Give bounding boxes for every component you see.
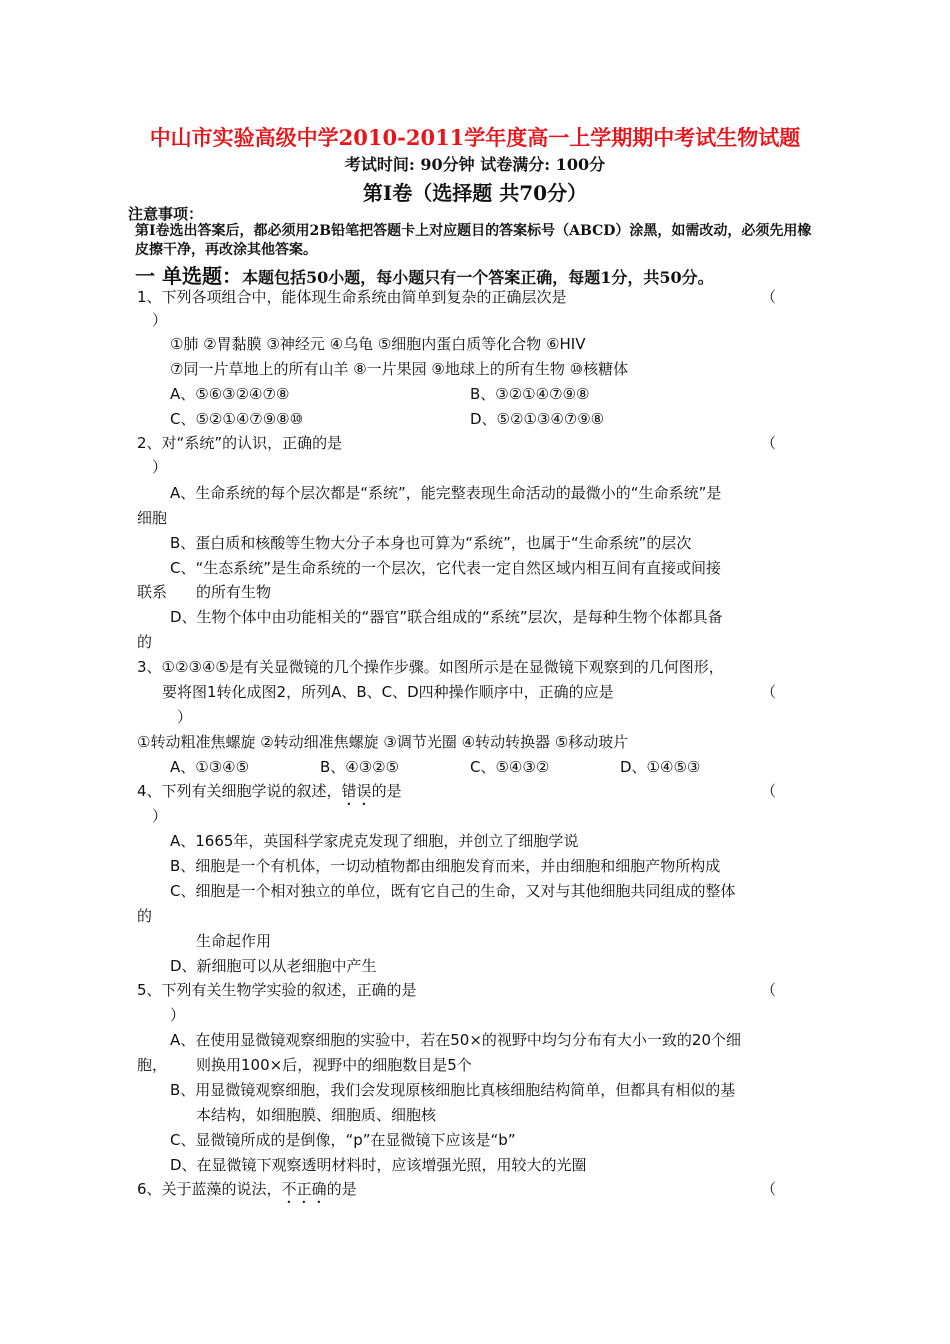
q2-option-d-line2: 的 <box>137 633 153 651</box>
q5-paren-close: ） <box>170 1006 186 1024</box>
q6-stem-emphasis: 不正确 <box>281 1180 327 1198</box>
section-label: 一 单选题： <box>135 264 242 288</box>
notice-body: 第Ⅰ卷选出答案后，都必须用2B铅笔把答题卡上对应题目的答案标号（ABCD）涂黑，如需改动，必须先用橡皮擦干净，再改涂其他答案。 <box>135 223 812 258</box>
q5-paren-open: （ <box>761 981 777 999</box>
q6-stem-post: 的是 <box>326 1180 357 1198</box>
q5-option-b-line2: 本结构，如细胞膜、细胞质、细胞核 <box>196 1106 437 1124</box>
q2-option-d-line1: D、生物个体中由功能相关的“器官”联合组成的“系统”层次，是每种生物个体都具备 <box>170 608 723 626</box>
q4-option-c-line3: 生命起作用 <box>196 932 272 950</box>
q5-option-d: D、在显微镜下观察透明材料时，应该增强光照，用较大的光圈 <box>170 1156 587 1174</box>
q5-stem: 5、下列有关生物学实验的叙述，正确的是 <box>137 981 417 999</box>
q4-stem-pre: 4、下列有关细胞学说的叙述， <box>137 782 342 800</box>
q5-option-b-line1: B、用显微镜观察细胞，我们会发现原核细胞比真核细胞结构简单，但都具有相似的基 <box>170 1081 736 1099</box>
exam-title: 中山市实验高级中学2010-2011学年度高一上学期期中考试生物试题 <box>149 125 801 150</box>
notice-heading: 注意事项： <box>128 205 204 223</box>
q5-option-a-line2a: 胞， <box>137 1056 168 1074</box>
q2-paren-close: ） <box>152 458 168 476</box>
q2-option-b: B、蛋白质和核酸等生物大分子本身也可算为“系统”，也属于“生命系统”的层次 <box>170 534 692 552</box>
q4-option-c-line1: C、细胞是一个相对独立的单位，既有它自己的生命，又对与其他细胞共同组成的整体 <box>170 882 736 900</box>
q2-option-c-line2b: 的所有生物 <box>196 583 272 601</box>
q6-stem <box>137 1178 357 1207</box>
q3-steps: ①转动粗准焦螺旋 ②转动细准焦螺旋 ③调节光圈 ④转动转换器 ⑤移动玻片 <box>137 733 629 751</box>
q3-stem-line2: 要将图1转化成图2，所列A、B、C、D四种操作顺序中，正确的应是 <box>162 683 614 701</box>
q5-option-a-line2b: 则换用100×后，视野中的细胞数目是5个 <box>196 1056 472 1074</box>
q3-option-b: B、④③②⑤ <box>320 758 400 776</box>
q2-option-c-line2a: 联系 <box>137 583 168 601</box>
q1-items-1: ①肺 ②胃黏膜 ③神经元 ④乌龟 ⑤细胞内蛋白质等化合物 ⑥HIV <box>170 335 586 353</box>
q4-option-a: A、1665年，英国科学家虎克发现了细胞，并创立了细胞学说 <box>170 832 579 850</box>
q2-option-a-line1: A、生命系统的每个层次都是“系统”，能完整表现生命活动的最微小的“生命系统”是 <box>170 484 722 502</box>
q5-option-c: C、显微镜所成的是倒像，“p”在显微镜下应该是“b” <box>170 1131 516 1149</box>
q2-paren-open: （ <box>761 434 777 452</box>
q3-paren-close: ） <box>177 708 193 726</box>
q3-paren-open: （ <box>761 683 777 701</box>
q1-stem: 1、下列各项组合中，能体现生命系统由简单到复杂的正确层次是 <box>137 288 567 306</box>
q4-option-c-line2: 的 <box>137 907 153 925</box>
q6-stem-pre: 6、关于蓝藻的说法， <box>137 1180 282 1198</box>
q4-stem <box>137 780 402 809</box>
q4-stem-emphasis: 错误 <box>341 782 372 800</box>
q1-option-c: C、⑤②①④⑦⑨⑧⑩ <box>170 410 304 428</box>
q4-stem-post: 的是 <box>371 782 402 800</box>
q4-paren-close: ） <box>152 807 168 825</box>
q2-option-a-line2: 细胞 <box>137 509 168 527</box>
q4-option-d: D、新细胞可以从老细胞中产生 <box>170 957 377 975</box>
q3-option-a: A、①③④⑤ <box>170 758 250 776</box>
section-desc: 本题包括50小题，每小题只有一个答案正确，每题1分，共50分。 <box>241 268 714 287</box>
q1-items-2: ⑦同一片草地上的所有山羊 ⑧一片果园 ⑨地球上的所有生物 ⑩核糖体 <box>170 360 629 378</box>
q2-stem: 2、对“系统”的认识，正确的是 <box>137 434 343 452</box>
q4-option-b: B、细胞是一个有机体，一切动植物都由细胞发育而来，并由细胞和细胞产物所构成 <box>170 857 721 875</box>
part-title: 第Ⅰ卷（选择题 共70分） <box>362 181 588 205</box>
q1-option-d: D、⑤②①③④⑦⑨⑧ <box>470 410 605 428</box>
q3-option-d: D、①④⑤③ <box>620 758 701 776</box>
q1-paren-close: ） <box>152 311 168 329</box>
q1-option-b: B、③②①④⑦⑨⑧ <box>470 385 590 403</box>
q6-paren-open: （ <box>761 1180 777 1198</box>
q3-stem-line1: 3、①②③④⑤是有关显微镜的几个操作步骤。如图所示是在显微镜下观察到的几何图形， <box>137 658 724 676</box>
q4-paren-open: （ <box>761 782 777 800</box>
section-heading <box>135 260 714 289</box>
q1-paren-open: （ <box>761 288 777 306</box>
q3-option-c: C、⑤④③② <box>470 758 550 776</box>
q2-option-c-line1: C、“生态系统”是生命系统的一个层次，它代表一定自然区域内相互间有直接或间接 <box>170 559 722 577</box>
exam-meta: 考试时间: 90分钟 试卷满分: 100分 <box>344 155 606 174</box>
q5-option-a-line1: A、在使用显微镜观察细胞的实验中，若在50×的视野中均匀分布有大小一致的20个细 <box>170 1031 742 1049</box>
q1-option-a: A、⑤⑥③②④⑦⑧ <box>170 385 290 403</box>
